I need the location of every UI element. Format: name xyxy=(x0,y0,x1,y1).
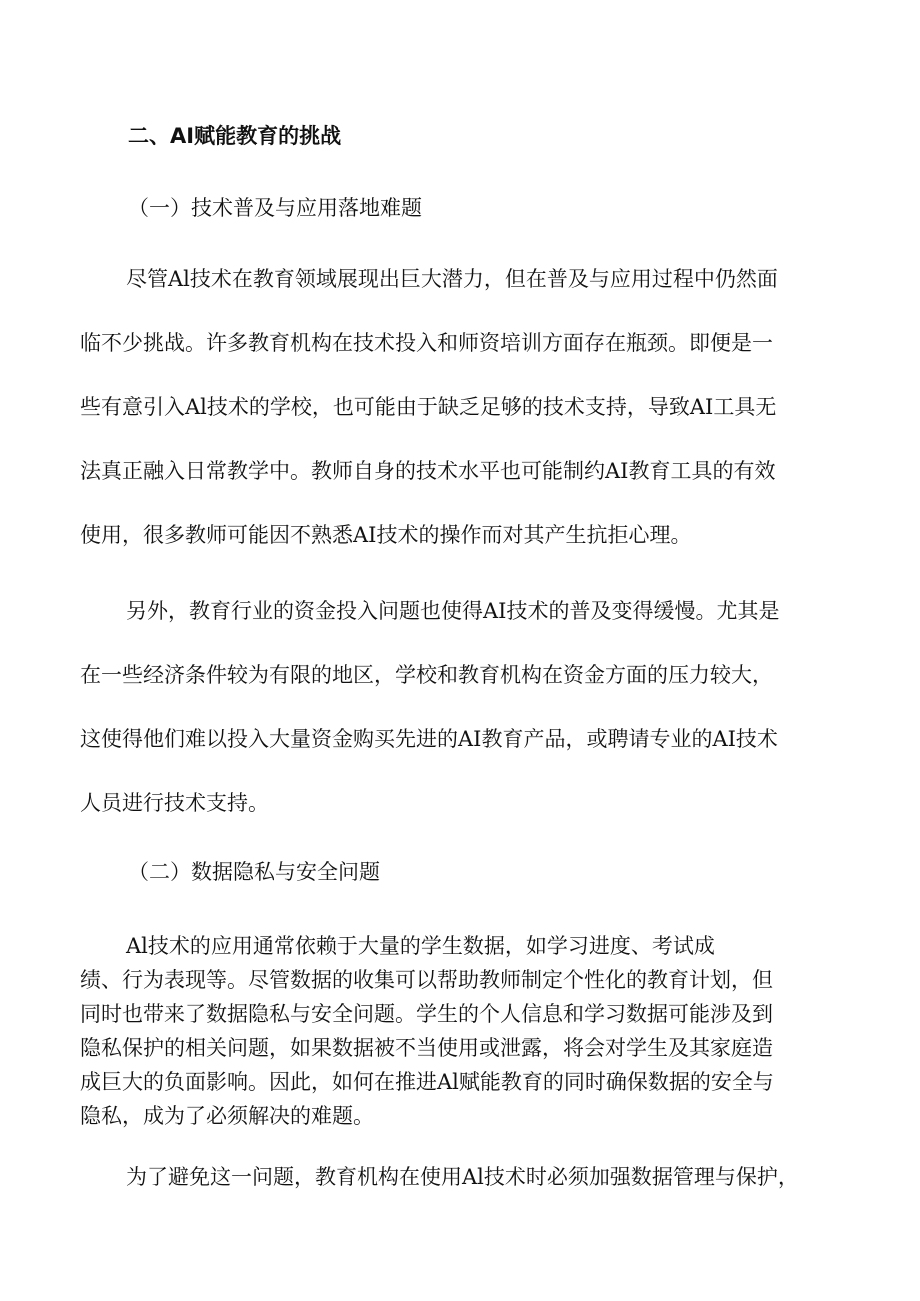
paragraph-line: 些有意引入Al技术的学校，也可能由于缺乏足够的技术支持，导致AI工具无 xyxy=(80,395,777,419)
paragraph-line: 绩、行为表现等。尽管数据的收集可以帮助教师制定个性化的教育计划，但 xyxy=(80,968,773,992)
paragraph-line: 另外，教育行业的资金投入问题也使得AI技术的普及变得缓慢。尤其是 xyxy=(126,599,780,623)
subsection-2-paragraph-2 xyxy=(80,1160,845,1194)
paragraph-line: 使用，很多教师可能因不熟悉AI技术的操作而对其产生抗拒心理。 xyxy=(80,523,692,547)
paragraph-line: 这使得他们难以投入大量资金购买先进的AI教育产品，或聘请专业的AI技术 xyxy=(80,727,778,751)
paragraph-line: 在一些经济条件较为有限的地区，学校和教育机构在资金方面的压力较大， xyxy=(80,663,773,687)
subsection-1-paragraph-2 xyxy=(80,579,845,835)
subsection-1-paragraph-1 xyxy=(80,247,845,567)
paragraph-line: 临不少挑战。许多教育机构在技术投入和师资培训方面存在瓶颈。即便是一 xyxy=(80,331,773,355)
paragraph-line: 尽管Al技术在教育领域展现出巨大潜力，但在普及与应用过程中仍然面 xyxy=(126,267,778,291)
paragraph-line: 法真正融入日常教学中。教师自身的技术水平也可能制约AI教育工具的有效 xyxy=(80,459,776,483)
subsection-1-title: （一）技术普及与应用落地难题 xyxy=(128,196,422,220)
paragraph-line: 为了避免这一问题，教育机构在使用Al技术时必须加强数据管理与保护， xyxy=(126,1165,799,1189)
section-heading: 二、AI赋能教育的挑战 xyxy=(128,124,342,148)
subsection-2-paragraph-1 xyxy=(80,929,845,1133)
paragraph-line: Al技术的应用通常依赖于大量的学生数据，如学习进度、考试成 xyxy=(126,934,715,958)
paragraph-line: 隐私，成为了必须解决的难题。 xyxy=(80,1104,374,1128)
paragraph-line: 同时也带来了数据隐私与安全问题。学生的个人信息和学习数据可能涉及到 xyxy=(80,1002,773,1026)
paragraph-line: 隐私保护的相关问题，如果数据被不当使用或泄露，将会对学生及其家庭造 xyxy=(80,1036,773,1060)
paragraph-line: 成巨大的负面影响。因此，如何在推进Al赋能教育的同时确保数据的安全与 xyxy=(80,1070,774,1094)
paragraph-line: 人员进行技术支持。 xyxy=(80,791,269,815)
subsection-2-title: （二）数据隐私与安全问题 xyxy=(128,860,380,884)
